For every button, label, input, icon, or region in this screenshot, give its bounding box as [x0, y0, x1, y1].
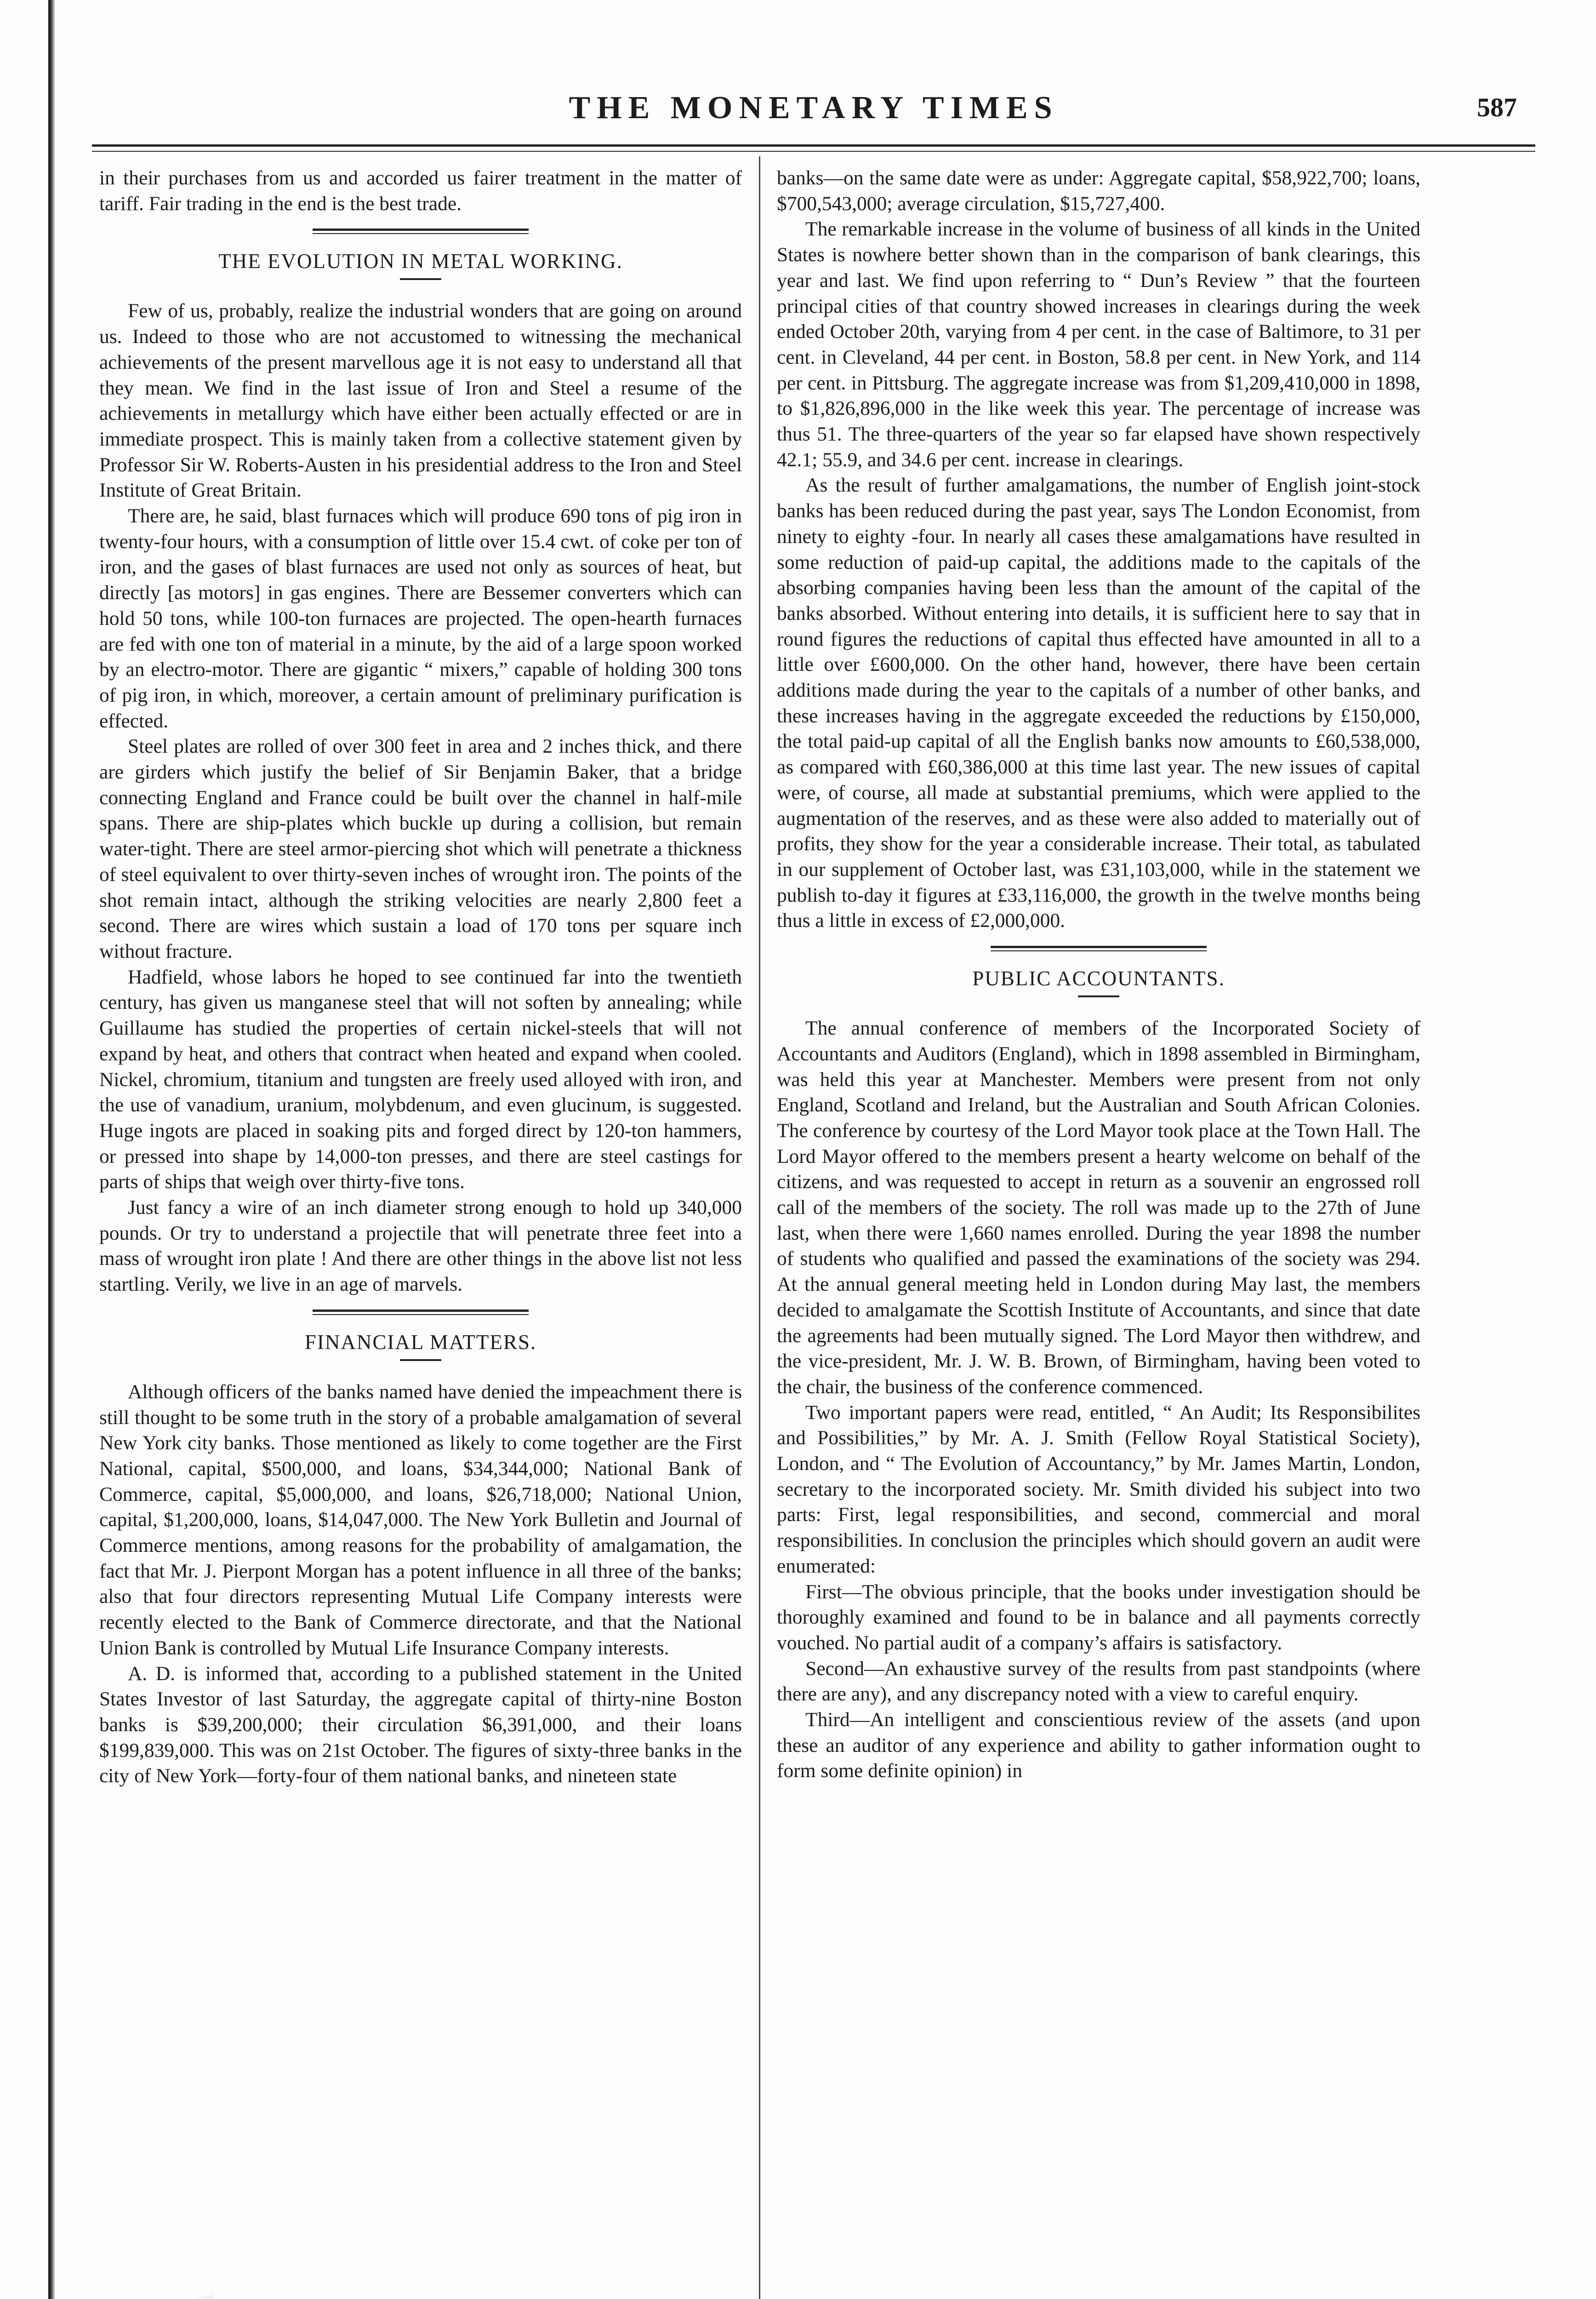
paragraph: Few of us, probably, realize the industrial wonders that are going on around us. Indeed to those who are not accustomed to witnessing the mechanical achievements of the present marvellous age it is not easy to understand all that they mean. We find in the last issue of Iron and Steel a resume of the achievements in metallurgy which have either been actually effected or are in immediate prospect. This is mainly taken from a collective statement given by Professor Sir W. Roberts-Austen in his presidential address to the Iron and Steel Institute of Great Britain.: [99, 300, 742, 502]
paragraph: Third—An intelligent and conscientious review of the assets (and upon these an auditor of any experience and ability to gather information ought to form some definite opinion) in: [777, 1709, 1420, 1782]
section-title-metal-working: THE EVOLUTION IN METAL WORKING.: [218, 250, 623, 273]
header-rule: [92, 144, 1535, 152]
page-binding-edge: [48, 0, 55, 2299]
section-rule: [991, 946, 1207, 951]
paragraph: The annual conference of members of the Incorporated Society of Accountants and Auditors (England), which in 1898 assembled in Birmingham, was held this year at Manchester. Members were present from not only England, Scotland and Ireland, but the Australian and South African Colonies. The conference by courtesy of the Lord Mayor took place at the Town Hall. The Lord Mayor offered to the members present a hearty welcome on behalf of the citizens, and was requested to accept in return as a souvenir an engrossed roll call of the members of the society. The roll was made up to the 27th of June last, when there were 1,660 names enrolled. During the year 1898 the number of students who qualified and passed the examinations of the society was 294. At the annual general meeting held in London during May last, the members decided to amalgamate the Scottish Institute of Accountants, and since that date the agreements had been mutually signed. The Lord Mayor then withdrew, and the vice-president, Mr. J. W. B. Brown, of Birmingham, having been voted to the chair, the business of the conference commenced.: [777, 1017, 1420, 1398]
left-intro-paragraph: in their purchases from us and accorded us fairer treatment in the matter of tariff. Fair trading in the end is the best trade.: [99, 167, 742, 215]
left-column: [99, 166, 742, 2299]
paragraph: Hadfield, whose labors he hoped to see continued far into the twentieth century, has given us manganese steel that will not soften by annealing; while Guillaume has studied the properties of certain nickel-steels that will not expand by heat, and others that contract when heated and expand when cooled. Nickel, chromium, titanium and tungsten are freely used alloyed with iron, and the use of vanadium, uranium, molybdenum, and even glucinum, is suggested. Huge ingots are placed in soaking pits and forged direct by 120-ton hammers, or pressed into shape by 14,000-ton presses, and there are steel castings for parts of ships that weigh over thirty-five tons.: [99, 966, 742, 1193]
paragraph: Two important papers were read, entitled, “ An Audit; Its Responsibilites and Possibilities,” by Mr. A. J. Smith (Fellow Royal Statistical Society), London, and “ The Evolution of Accountancy,” by Mr. James Martin, London, secretary to the incorporated society. Mr. Smith divided his subject into two parts: First, legal responsibilities, and second, commercial and moral responsibilities. In conclusion the principles which should govern an audit were enumerated:: [777, 1401, 1420, 1577]
paragraph: Second—An exhaustive survey of the results from past standpoints (where there are any), and any discrepancy noted with a view to careful enquiry.: [777, 1657, 1420, 1705]
paragraph: There are, he said, blast furnaces which will produce 690 tons of pig iron in twenty-four hours, with a consumption of little over 15.4 cwt. of coke per ton of iron, and the gases of blast furnaces are used not only as sources of heat, but directly [as motors] in gas engines. There are Bessemer converters which can hold 50 tons, while 100-ton furnaces are projected. The open-hearth furnaces are fed with one ton of material in a minute, by the aid of a large spoon worked by an electro-motor. There are gigantic “ mixers,” capable of holding 300 tons of pig iron, in which, moreover, a certain amount of preliminary purification is effected.: [99, 505, 742, 732]
paragraph: As the result of further amalgamations, the number of English joint-stock banks has been reduced during the past year, says The London Economist, from ninety to eighty -four. In nearly all cases these amalgamations have resulted in some reduction of paid-up capital, the additions made to the capitals of the absorbing companies having been less than the amount of the capital of the banks absorbed. Without entering into details, it is sufficient here to say that in round figures the reductions of capital thus effected have amounted in all to a little over £600,000. On the other hand, however, there have been certain additions made during the year to the capitals of a number of other banks, and these increases having in the aggregate exceeded the reductions by £150,000, the total paid-up capital of all the English banks now amounts to £60,538,000, as compared with £60,386,000 at this time last year. The new issues of capital were, of course, all made at substantial premiums, which were applied to the augmentation of the reserves, and as these were also added to materially out of profits, they show for the year a considerable increase. Their total, as tabulated in our supplement of October last, was £31,103,000, while in the statement we publish to-day it figures at £33,116,000, the growth in the twelve months being thus a little in excess of £2,000,000.: [777, 474, 1420, 932]
title-rule: [1078, 995, 1119, 997]
paragraph: A. D. is informed that, according to a published statement in the United States Investor of last Saturday, the aggregate capital of thirty-nine Boston banks is $39,200,000; their circulation $6,391,000, and their loans $199,839,000. This was on 21st October. The figures of sixty-three banks in the city of New York—forty-four of them national banks, and nineteen state: [99, 1662, 742, 1787]
title-rule: [400, 1359, 441, 1361]
section-title-financial-matters: FINANCIAL MATTERS.: [304, 1330, 537, 1354]
paragraph: The remarkable increase in the volume of business of all kinds in the United States is nowhere better shown than in the comparison of bank clearings, this year and last. We find upon referring to “ Dun’s Review ” that the fourteen principal cities of that country showed increases in clearings during the week ended October 20th, varying from 4 per cent. in the case of Baltimore, to 31 per cent. in Cleveland, 44 per cent. in Boston, 58.8 per cent. in New York, and 114 per cent. in Pittsburg. The aggregate increase was from $1,209,410,000 in 1898, to $1,826,896,000 in the like week this year. The percentage of increase was thus 51. The three-quarters of the year so far elapsed have shown respectively 42.1; 55.9, and 34.6 per cent. increase in clearings.: [777, 218, 1420, 471]
page-number: 587: [1477, 92, 1517, 122]
paragraph: Although officers of the banks named have denied the impeachment there is still thought to be some truth in the story of a probable amalgamation of several New York city banks. Those mentioned as likely to come together are the First National, capital, $500,000, and loans, $34,344,000; National Bank of Commerce, capital, $5,000,000, and loans, $26,718,000; National Union, capital, $1,200,000, loans, $14,047,000. The New York Bulletin and Journal of Commerce mentions, among reasons for the probability of amalgamation, the fact that Mr. J. Pierpont Morgan has a potent influence in all three of the banks; also that four directors representing Mutual Life Company interests were recently elected to the Bank of Commerce directorate, and that the National Union Bank is controlled by Mutual Life Insurance Company interests.: [99, 1380, 742, 1659]
section-title-public-accountants: PUBLIC ACCOUNTANTS.: [972, 967, 1225, 990]
paragraph: First—The obvious principle, that the books under investigation should be thoroughly examined and found to be in balance and all payments correctly vouched. No partial audit of a company’s affairs is satisfactory.: [777, 1580, 1420, 1654]
right-intro-paragraph: banks—on the same date were as under: Aggregate capital, $58,922,700; loans, $700,543,000; average circulation, $15,727,400.: [777, 167, 1420, 215]
right-column: [777, 166, 1420, 2299]
paragraph: Steel plates are rolled of over 300 feet in area and 2 inches thick, and there are girders which justify the belief of Sir Benjamin Baker, that a bridge connecting England and France could be built over the channel in half-mile spans. There are ship-plates which buckle up during a collision, but remain water-tight. There are steel armor-piercing shot which will penetrate a thickness of steel equivalent to over thirty-seven inches of wrought iron. The points of the shot remain intact, although the striking velocities are nearly 2,800 feet a second. There are wires which sustain a load of 170 tons per square inch without fracture.: [99, 735, 742, 962]
paragraph: Just fancy a wire of an inch diameter strong enough to hold up 340,000 pounds. Or try to understand a projectile that will penetrate three feet into a mass of wrought iron plate ! And there are other things in the above list not less startling. Verily, we live in an age of marvels.: [99, 1196, 742, 1296]
column-divider: [759, 156, 760, 2299]
page-header: [92, 87, 1535, 143]
section-rule: [313, 1310, 529, 1315]
masthead: THE MONETARY TIMES: [569, 90, 1059, 126]
section-rule: [313, 229, 529, 234]
title-rule: [400, 278, 441, 280]
